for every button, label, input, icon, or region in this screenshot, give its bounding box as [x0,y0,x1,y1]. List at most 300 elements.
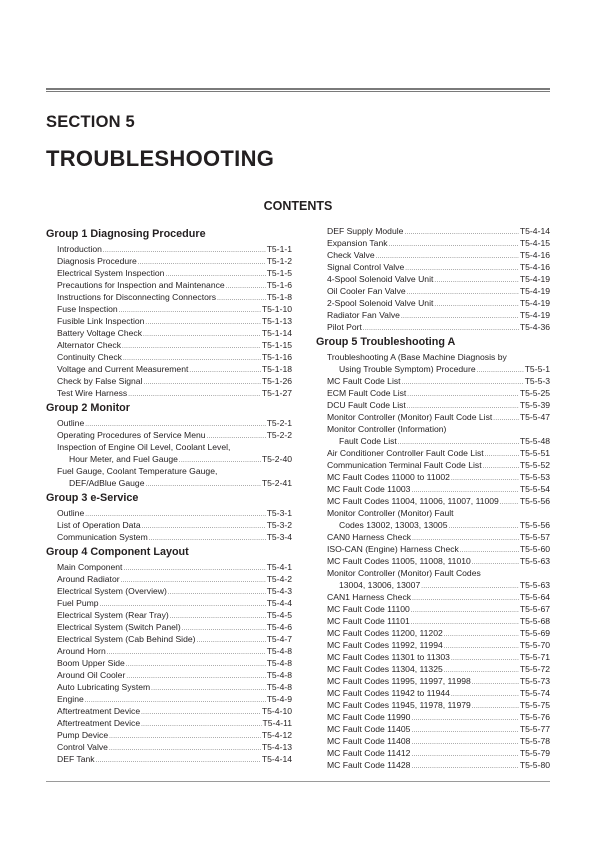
toc-entry-page: T5-1-2 [266,256,292,266]
toc-entry-title: Around Radiator [57,574,120,584]
toc-entry-title: 13004, 13006, 13007 [339,580,421,590]
toc-entry-page: T5-5-73 [519,676,550,686]
toc-entry[interactable] [46,351,292,363]
toc-entry-page: T5-5-3 [524,376,550,386]
toc-entry[interactable] [316,309,550,321]
toc-entry-page: T5-5-76 [519,712,550,722]
toc-entry[interactable] [316,699,550,711]
toc-entry-page: T5-2-40 [261,454,292,464]
toc-entry[interactable] [316,399,550,411]
toc-entry-title: Precautions for Inspection and Maintenance [57,280,225,290]
toc-entry[interactable] [316,615,550,627]
toc-entry-title: Control Valve [57,742,108,752]
toc-dot-leader [448,521,518,533]
toc-entry-title: Auto Lubricating System [57,682,151,692]
toc-entry-page: T5-4-8 [266,670,292,680]
toc-entry-page: T5-5-48 [519,436,550,446]
toc-entry-title: Signal Control Valve [327,262,405,272]
toc-entry-title: Around Horn [57,646,106,656]
toc-dot-leader [141,719,261,731]
toc-entry-page: T5-1-13 [261,316,292,326]
toc-entry-page: T5-4-12 [261,730,292,740]
toc-entry-title: MC Fault Code 11101 [327,616,410,626]
toc-dot-leader [444,629,519,641]
toc-dot-leader [472,677,519,689]
toc-entry-page: T5-5-75 [519,700,550,710]
contents-heading: CONTENTS [263,199,333,213]
toc-entry-title: Aftertreatment Device [57,706,141,716]
toc-dot-leader [485,449,519,461]
toc-entry[interactable] [46,669,292,681]
toc-entry[interactable] [316,675,550,687]
toc-entry[interactable] [316,639,550,651]
toc-entry[interactable] [46,429,292,441]
toc-entry[interactable] [46,267,292,279]
toc-entry-title: CAN1 Harness Check [327,592,412,602]
header-rule-top [46,88,550,90]
toc-entry-lead: Monitor Controller (Information) [327,424,447,434]
toc-entry-title: MC Fault Code 11990 [327,712,411,722]
toc-dot-leader [434,275,519,287]
toc-entry-page: T5-5-47 [519,412,550,422]
toc-entry[interactable] [46,375,292,387]
toc-entry[interactable] [46,255,292,267]
toc-entry[interactable] [316,747,550,759]
toc-entry[interactable] [46,339,292,351]
toc-entry-page: T5-3-2 [266,520,292,530]
toc-entry[interactable] [316,273,550,285]
toc-entry-title: MC Fault Codes 11000 to 11002 [327,472,450,482]
toc-entry-page: T5-4-8 [266,646,292,656]
toc-entry-title: Operating Procedures of Service Menu [57,430,206,440]
toc-dot-leader [412,593,519,605]
toc-entry-page: T5-4-15 [519,238,550,248]
toc-entry[interactable] [46,453,292,465]
toc-entry[interactable] [46,507,292,519]
toc-entry-page: T5-4-19 [519,286,550,296]
toc-entry-page: T5-5-63 [519,556,550,566]
toc-dot-leader [411,749,518,761]
toc-entry-page: T5-4-7 [266,634,292,644]
toc-entry[interactable] [46,657,292,669]
toc-entry[interactable] [316,687,550,699]
toc-entry[interactable] [316,321,550,333]
toc-entry-title: Engine [57,694,84,704]
section-label: SECTION 5 [46,113,135,131]
toc-entry[interactable] [46,243,292,255]
toc-entry-title: Introduction [57,244,102,254]
toc-dot-leader [472,701,519,713]
toc-entry-page: T5-3-1 [266,508,292,518]
toc-entry-title: Diagnosis Procedure [57,256,137,266]
toc-entry-title: MC Fault Codes 11005, 11008, 11010 [327,556,471,566]
toc-entry-title: DCU Fault Code List [327,400,406,410]
toc-entry[interactable] [316,297,550,309]
toc-group-heading: Group 3 e-Service [46,492,139,504]
toc-dot-leader [149,533,266,545]
toc-dot-leader [217,293,266,305]
toc-entry-page: T5-1-1 [266,244,292,254]
toc-dot-leader [96,755,261,767]
toc-entry-page: T5-5-69 [519,628,550,638]
toc-entry-page: T5-4-11 [262,718,292,728]
toc-entry-page: T5-4-36 [519,322,550,332]
toc-entry-title: Monitor Controller (Monitor) Fault Code List [327,412,493,422]
toc-entry[interactable] [316,543,550,555]
toc-entry[interactable] [316,591,550,603]
toc-entry-page: T5-4-9 [266,694,292,704]
toc-dot-leader [411,713,518,725]
toc-entry[interactable] [316,495,550,507]
toc-dot-leader [144,377,261,389]
toc-dot-leader [142,521,266,533]
toc-group-heading: Group 2 Monitor [46,402,130,414]
toc-entry-title: DEF/AdBlue Gauge [69,478,145,488]
toc-entry[interactable] [316,261,550,273]
toc-entry[interactable] [316,435,550,447]
toc-entry[interactable] [316,285,550,297]
toc-entry-page: T5-4-14 [519,226,550,236]
toc-entry-page: T5-2-1 [266,418,292,428]
toc-entry[interactable] [46,705,292,717]
toc-entry-title: Expansion Tank [327,238,388,248]
toc-entry[interactable] [316,651,550,663]
toc-entry-title: Electrical System (Overview) [57,586,167,596]
toc-entry-title: Instructions for Disconnecting Connectors [57,292,217,302]
toc-entry-title: MC Fault Code 11100 [327,604,410,614]
toc-entry[interactable] [46,519,292,531]
toc-entry-title: Around Oil Cooler [57,670,126,680]
toc-entry-page: T5-4-13 [261,742,292,752]
toc-dot-leader [226,281,266,293]
toc-dot-leader [407,389,519,401]
toc-entry-page: T5-4-19 [519,274,550,284]
toc-entry-title: Electrical System Inspection [57,268,165,278]
toc-entry-page: T5-1-8 [266,292,292,302]
toc-entry[interactable] [46,417,292,429]
toc-entry-page: T5-5-51 [519,448,550,458]
toc-entry[interactable] [316,411,550,423]
toc-entry-page: T5-5-39 [519,400,550,410]
toc-entry[interactable] [46,573,292,585]
toc-entry[interactable] [316,603,550,615]
toc-entry[interactable] [46,633,292,645]
toc-entry[interactable] [316,531,550,543]
toc-entry-page: T5-1-10 [261,304,292,314]
toc-entry-title: DEF Supply Module [327,226,404,236]
toc-dot-leader [404,227,518,239]
toc-entry-title: Voltage and Current Measurement [57,364,189,374]
toc-entry-title: Outline [57,508,85,518]
toc-left-column [46,225,292,765]
toc-entry[interactable] [316,375,550,387]
toc-entry[interactable] [316,363,550,375]
toc-dot-leader [451,653,519,665]
toc-dot-leader [421,581,519,593]
toc-dot-leader [402,377,524,389]
toc-entry-page: T5-5-63 [519,580,550,590]
toc-entry[interactable] [46,729,292,741]
toc-entry[interactable] [46,585,292,597]
toc-entry-page: T5-5-70 [519,640,550,650]
toc-entry-page: T5-1-14 [261,328,292,338]
toc-entry[interactable] [316,483,550,495]
toc-entry[interactable] [46,561,292,573]
toc-entry-title: Hour Meter, and Fuel Gauge [69,454,178,464]
toc-entry-title: Fuel Pump [57,598,99,608]
toc-entry-title: Radiator Fan Valve [327,310,400,320]
toc-entry-page: T5-5-68 [519,616,550,626]
toc-entry[interactable] [46,303,292,315]
toc-entry-page: T5-5-56 [519,496,550,506]
toc-entry-title: Oil Cooler Fan Valve [327,286,406,296]
toc-entry[interactable] [46,609,292,621]
toc-dot-leader [483,461,519,473]
toc-entry-title: 2-Spool Solenoid Valve Unit [327,298,434,308]
toc-entry[interactable] [46,387,292,399]
toc-entry-page: T5-4-16 [519,250,550,260]
toc-dot-leader [477,365,524,377]
toc-entry-title: MC Fault Code 11428 [327,760,411,770]
toc-entry-page: T5-5-71 [519,652,550,662]
toc-entry-title: Outline [57,418,85,428]
toc-entry-page: T5-5-64 [519,592,550,602]
toc-entry[interactable] [46,531,292,543]
toc-entry-title: Pilot Port [327,322,362,332]
toc-entry-title: Check by False Signal [57,376,143,386]
toc-entry-lead: Monitor Controller (Monitor) Fault [327,508,454,518]
toc-entry-title: ISO-CAN (Engine) Harness Check [327,544,459,554]
toc-dot-leader [170,611,266,623]
toc-entry-page: T5-5-78 [519,736,550,746]
toc-entry-title: Electrical System (Cab Behind Side) [57,634,196,644]
toc-entry-page: T5-5-1 [524,364,550,374]
footer-rule [46,781,550,782]
toc-entry-title: Battery Voltage Check [57,328,143,338]
toc-dot-leader [411,725,518,737]
toc-entry-lead: Fuel Gauge, Coolant Temperature Gauge, [57,466,218,476]
toc-entry-title: Fuse Inspection [57,304,118,314]
toc-entry-page: T5-2-2 [266,430,292,440]
toc-entry-title: MC Fault Codes 11200, 11202 [327,628,443,638]
toc-entry[interactable] [316,237,550,249]
toc-entry-page: T5-4-1 [266,562,292,572]
toc-entry-page: T5-4-19 [519,298,550,308]
toc-entry-title: CAN0 Harness Check [327,532,412,542]
toc-entry-title: Communication Terminal Fault Code List [327,460,482,470]
toc-dot-leader [122,341,261,353]
toc-entry-title: Fault Code List [339,436,397,446]
page-title: TROUBLESHOOTING [46,146,275,171]
toc-entry-page: T5-5-77 [519,724,550,734]
toc-entry[interactable] [46,477,292,489]
toc-entry-page: T5-2-41 [261,478,292,488]
toc-entry[interactable] [46,327,292,339]
toc-entry[interactable] [46,681,292,693]
toc-entry-title: Communication System [57,532,148,542]
toc-entry-page: T5-1-16 [261,352,292,362]
toc-entry[interactable] [46,717,292,729]
toc-entry-page: T5-4-19 [519,310,550,320]
toc-entry-page: T5-4-2 [266,574,292,584]
toc-entry-page: T5-1-27 [261,388,292,398]
toc-entry-page: T5-4-8 [266,682,292,692]
toc-dot-leader [363,323,519,335]
toc-entry-title: Using Trouble Symptom) Procedure [339,364,476,374]
toc-entry-title: MC Fault Codes 11945, 11978, 11979 [327,700,471,710]
toc-entry-page: T5-3-4 [266,532,292,542]
toc-entry-page: T5-4-10 [261,706,292,716]
toc-entry[interactable] [316,249,550,261]
toc-entry-title: MC Fault Codes 11301 to 11303 [327,652,450,662]
toc-dot-leader [197,635,266,647]
toc-entry-title: DEF Tank [57,754,95,764]
toc-dot-leader [151,683,266,695]
toc-entry-title: Pump Device [57,730,109,740]
toc-dot-leader [128,389,261,401]
toc-entry-page: T5-4-14 [261,754,292,764]
toc-entry[interactable] [46,645,292,657]
toc-group-heading: Group 5 Troubleshooting A [316,336,456,348]
toc-entry[interactable] [46,315,292,327]
toc-entry[interactable] [316,459,550,471]
toc-entry-page: T5-5-25 [519,388,550,398]
toc-entry-page: T5-1-6 [266,280,292,290]
toc-entry[interactable] [316,471,550,483]
toc-entry[interactable] [46,291,292,303]
toc-entry-page: T5-4-16 [519,262,550,272]
toc-dot-leader [109,743,261,755]
toc-dot-leader [500,497,519,509]
toc-entry-page: T5-5-56 [519,520,550,530]
toc-entry[interactable] [46,279,292,291]
toc-dot-leader [109,731,261,743]
toc-entry-title: MC Fault Codes 11995, 11997, 11998 [327,676,471,686]
toc-entry-title: Test Wire Harness [57,388,128,398]
toc-dot-leader [168,587,266,599]
toc-entry-page: T5-5-79 [519,748,550,758]
toc-entry[interactable] [316,723,550,735]
toc-entry[interactable] [46,597,292,609]
toc-entry-page: T5-1-18 [261,364,292,374]
toc-entry-page: T5-1-26 [261,376,292,386]
toc-entry-page: T5-4-4 [266,598,292,608]
toc-entry-page: T5-4-3 [266,586,292,596]
toc-entry-title: Check Valve [327,250,375,260]
toc-entry-lead: Troubleshooting A (Base Machine Diagnosis by [327,352,507,362]
toc-entry[interactable] [316,225,550,237]
toc-entry-page: T5-5-80 [519,760,550,770]
toc-entry-title: Boom Upper Side [57,658,125,668]
toc-right-column [316,225,550,771]
toc-entry[interactable] [316,447,550,459]
toc-entry-title: Main Component [57,562,123,572]
toc-entry[interactable] [316,387,550,399]
toc-entry-page: T5-5-67 [519,604,550,614]
toc-entry[interactable] [316,711,550,723]
toc-entry-page: T5-5-60 [519,544,550,554]
toc-entry-title: Aftertreatment Device [57,718,141,728]
toc-entry-page: T5-5-54 [519,484,550,494]
toc-entry[interactable] [316,759,550,771]
toc-dot-leader [126,659,266,671]
toc-entry-page: T5-4-8 [266,658,292,668]
toc-entry[interactable] [316,663,550,675]
toc-entry[interactable] [46,363,292,375]
toc-entry[interactable] [46,693,292,705]
toc-entry-page: T5-4-5 [266,610,292,620]
toc-entry-title: Alternator Check [57,340,122,350]
toc-entry-page: T5-5-52 [519,460,550,470]
toc-entry-title: List of Operation Data [57,520,141,530]
toc-dot-leader [143,329,261,341]
toc-entry-lead: Inspection of Engine Oil Level, Coolant Level, [57,442,231,452]
toc-entry-title: MC Fault Code 11405 [327,724,411,734]
header-rule-bottom [46,91,550,92]
toc-group-heading: Group 1 Diagnosing Procedure [46,228,206,240]
toc-entry-title: MC Fault Codes 11304, 11325 [327,664,443,674]
toc-dot-leader [123,563,265,575]
toc-dot-leader [145,317,260,329]
toc-entry-title: MC Fault Code 11408 [327,736,411,746]
toc-entry[interactable] [316,579,550,591]
toc-dot-leader [401,311,519,323]
toc-dot-leader [411,761,518,773]
toc-entry[interactable] [316,519,550,531]
toc-entry-title: Air Conditioner Controller Fault Code List [327,448,484,458]
toc-entry-title: ECM Fault Code List [327,388,407,398]
toc-entry-title: MC Fault Code 11412 [327,748,411,758]
toc-entry[interactable] [46,741,292,753]
toc-entry-title: Fusible Link Inspection [57,316,145,326]
toc-entry-title: MC Fault Codes 11942 to 11944 [327,688,450,698]
toc-dot-leader [411,605,519,617]
toc-entry-page: T5-4-6 [266,622,292,632]
toc-entry[interactable] [46,621,292,633]
toc-entry[interactable] [46,753,292,765]
toc-entry-title: Continuity Check [57,352,122,362]
toc-entry-page: T5-5-74 [519,688,550,698]
toc-dot-leader [389,239,519,251]
toc-entry-page: T5-5-72 [519,664,550,674]
toc-entry-title: MC Fault Codes 11992, 11994 [327,640,443,650]
toc-entry-page: T5-5-57 [519,532,550,542]
toc-entry-title: MC Fault Code List [327,376,401,386]
toc-dot-leader [189,365,261,377]
toc-dot-leader [107,647,266,659]
toc-dot-leader [141,707,261,719]
toc-entry[interactable] [316,627,550,639]
toc-dot-leader [434,299,519,311]
toc-entry-lead: Monitor Controller (Monitor) Fault Codes [327,568,481,578]
toc-dot-leader [493,413,519,425]
toc-entry-page: T5-1-5 [266,268,292,278]
toc-entry-title: Electrical System (Switch Panel) [57,622,181,632]
toc-entry-title: MC Fault Code 11003 [327,484,411,494]
toc-entry-title: 4-Spool Solenoid Valve Unit [327,274,434,284]
toc-entry[interactable] [316,555,550,567]
toc-dot-leader [411,737,518,749]
toc-entry-page: T5-5-53 [519,472,550,482]
toc-entry-title: MC Fault Codes 11004, 11006, 11007, 11009 [327,496,499,506]
toc-dot-leader [145,479,260,491]
toc-entry[interactable] [316,735,550,747]
toc-entry-title: Codes 13002, 13003, 13005 [339,520,448,530]
toc-dot-leader [444,641,519,653]
toc-entry-title: Electrical System (Rear Tray) [57,610,169,620]
toc-group-heading: Group 4 Component Layout [46,546,189,558]
toc-entry-page: T5-1-15 [261,340,292,350]
